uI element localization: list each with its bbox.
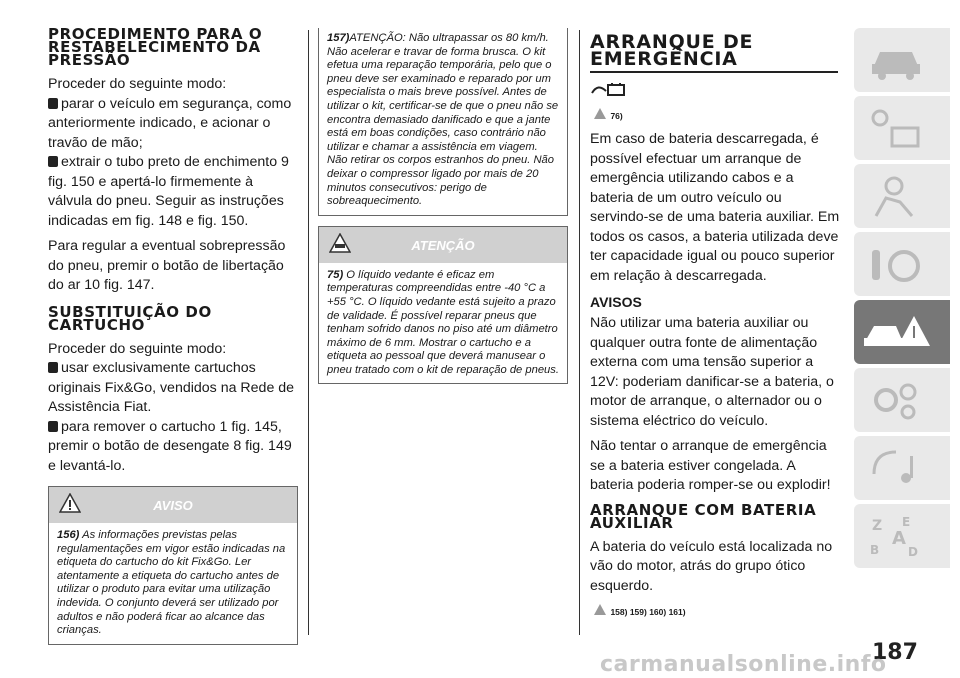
warning-text: 157)ATENÇÃO: Não ultrapassar os 80 km/h. Não acelerar e travar de forma brusca. O kit efetua uma reparação temporária, pelo que o pneu deve ser examinado e reparado por um especialista o mais breve possível. Antes de utilizar o kit, certificar-se de que o pneu não se encontra demasiado danificado e que a jante está em boas condições, caso contrário não utilizar e chamar a assistência em viagem. Não retirar os corpos estranhos do pneu. Não deixar o compressor ligado por mais de 20 minutos consecutivos: perigo de sobreaquecimento. [327, 32, 559, 208]
svg-text:D: D [908, 545, 918, 559]
warning-title: AVISO [153, 498, 193, 513]
heading-rule [590, 71, 838, 73]
column-divider [579, 30, 580, 635]
bullet-icon [48, 362, 58, 373]
bullet-icon [48, 98, 58, 109]
column-divider [308, 30, 309, 635]
chapter-tabs [854, 28, 950, 572]
tab-seat-airbag[interactable] [854, 164, 950, 228]
battery-cable-icon [590, 79, 630, 99]
warning-header [319, 227, 567, 263]
svg-text:B: B [870, 543, 880, 557]
paragraph: Não tentar o arranque de emergência se a bateria estiver congelada. A bateria poderia romper-se ou explodir! [590, 438, 831, 493]
tab-dashboard-lights[interactable] [854, 96, 950, 160]
key-steering-icon [866, 240, 926, 290]
page-number: 187 [872, 640, 918, 665]
step-item: para remover o cartucho 1 fig. 145, premir o botão de desengate 8 fig. 149 e levantá-lo. [48, 418, 292, 474]
svg-text:Z: Z [872, 518, 883, 534]
warning-text: 75) O líquido vedante é eficaz em temperaturas compreendidas entre -40 °C a +55 °C. O líquido vedante está sujeito a prazo de validade. É possível reparar pneus que tenham sofrido danos no piso até um diâmetro máximo de 6 mm. Mostrar o cartucho e a etiqueta ao pessoal que deverá manusear o pneu tratado com o kit de reparação de pneus. [327, 268, 559, 376]
tab-emergency[interactable] [854, 300, 950, 364]
warning-triangle-icon [594, 108, 606, 119]
paragraph: Em caso de bateria descarregada, é possível efectuar um arranque de emergência utilizando cabos e a bateria de um outro veículo ou servindo-se de uma bateria auxiliar. Em todos os casos, a bateria utilizada deve ter capacidade igual ou pouco superior em relação à descarregada. [590, 131, 840, 284]
dashboard-lights-icon [866, 104, 926, 154]
car-icon [866, 36, 926, 86]
emergency-icon [862, 308, 932, 358]
warning-box-aviso [48, 486, 298, 645]
reference-note: 76) [594, 106, 840, 124]
section-heading-emergency-start: ARRANQUE DE EMERGÊNCIA [590, 31, 754, 70]
warning-header [49, 487, 297, 523]
watermark: carmanualsonline.info [600, 652, 887, 677]
bullet-icon [48, 156, 58, 167]
column-1 [48, 25, 298, 645]
warning-text: 156) As informações previstas pelas regulamentações em vigor estão indicadas na etiqueta do cartucho do kit Fix&Go. Ler atentamente a etiqueta do cartucho antes de utilizar o produto para evitar uma utilização indevida. O conjunto deverá ser utilizado por adultos e não poderá ficar ao alcance das crianças. [57, 529, 286, 637]
svg-text:A: A [892, 528, 906, 549]
column-2 [318, 28, 568, 384]
paragraph: Para regular a eventual sobrepressão do pneu, premir o botão de libertação do ar 10 fig. 147. [48, 238, 286, 293]
step-item: usar exclusivamente cartuchos originais Fix&Go, vendidos na Rede de Assistência Fiat. [48, 360, 295, 415]
column-3 [590, 28, 840, 620]
seat-airbag-icon [866, 172, 926, 222]
intro-text: Proceder do seguinte modo: [48, 340, 227, 357]
tab-car[interactable] [854, 28, 950, 92]
section-heading-aux-battery: ARRANQUE COM BATERIA AUXILIAR [590, 500, 817, 532]
bullet-icon [48, 421, 58, 432]
warning-box-atencao [318, 226, 568, 385]
warning-triangle-icon [594, 604, 606, 615]
tab-service-gears[interactable] [854, 368, 950, 432]
warning-continuation [318, 28, 568, 216]
svg-text:E: E [902, 515, 911, 529]
tab-index[interactable] [854, 504, 950, 568]
intro-text: Proceder do seguinte modo: [48, 76, 227, 92]
step-item: extrair o tubo preto de enchimento 9 fig. 150 e apertá-lo firmemente à válvula do pneu. Seguir as instruções indicadas em fig. 148 e fig. 150. [48, 154, 289, 229]
service-gears-icon [866, 376, 926, 426]
paragraph: A bateria do veículo está localizada no vão do motor, atrás do grupo ótico esquerdo. [590, 538, 833, 594]
section-heading-pressure: PROCEDIMENTO PARA O RESTABELECIMENTO DA PRESSÃO [48, 25, 263, 69]
tab-key-steering[interactable] [854, 232, 950, 296]
step-item: parar o veículo em segurança, como anteriormente indicado, e acionar o travão de mão; [48, 95, 292, 151]
media-icon [866, 444, 926, 494]
subheading-avisos: AVISOS [590, 294, 642, 310]
section-heading-cartridge: SUBSTITUIÇÃO DO CARTUCHO [48, 302, 212, 334]
index-letters-icon [866, 512, 926, 562]
reference-note: 158) 159) 160) 161) [594, 602, 840, 620]
tab-media[interactable] [854, 436, 950, 500]
paragraph: Não utilizar uma bateria auxiliar ou qualquer outra fonte de alimentação externa com uma tensão superior a 12V: poderiam danificar-se a bateria, o motor de arranque, o alternador ou o sistema eléctrico do veículo. [590, 315, 834, 429]
warning-title: ATENÇÃO [411, 237, 475, 253]
